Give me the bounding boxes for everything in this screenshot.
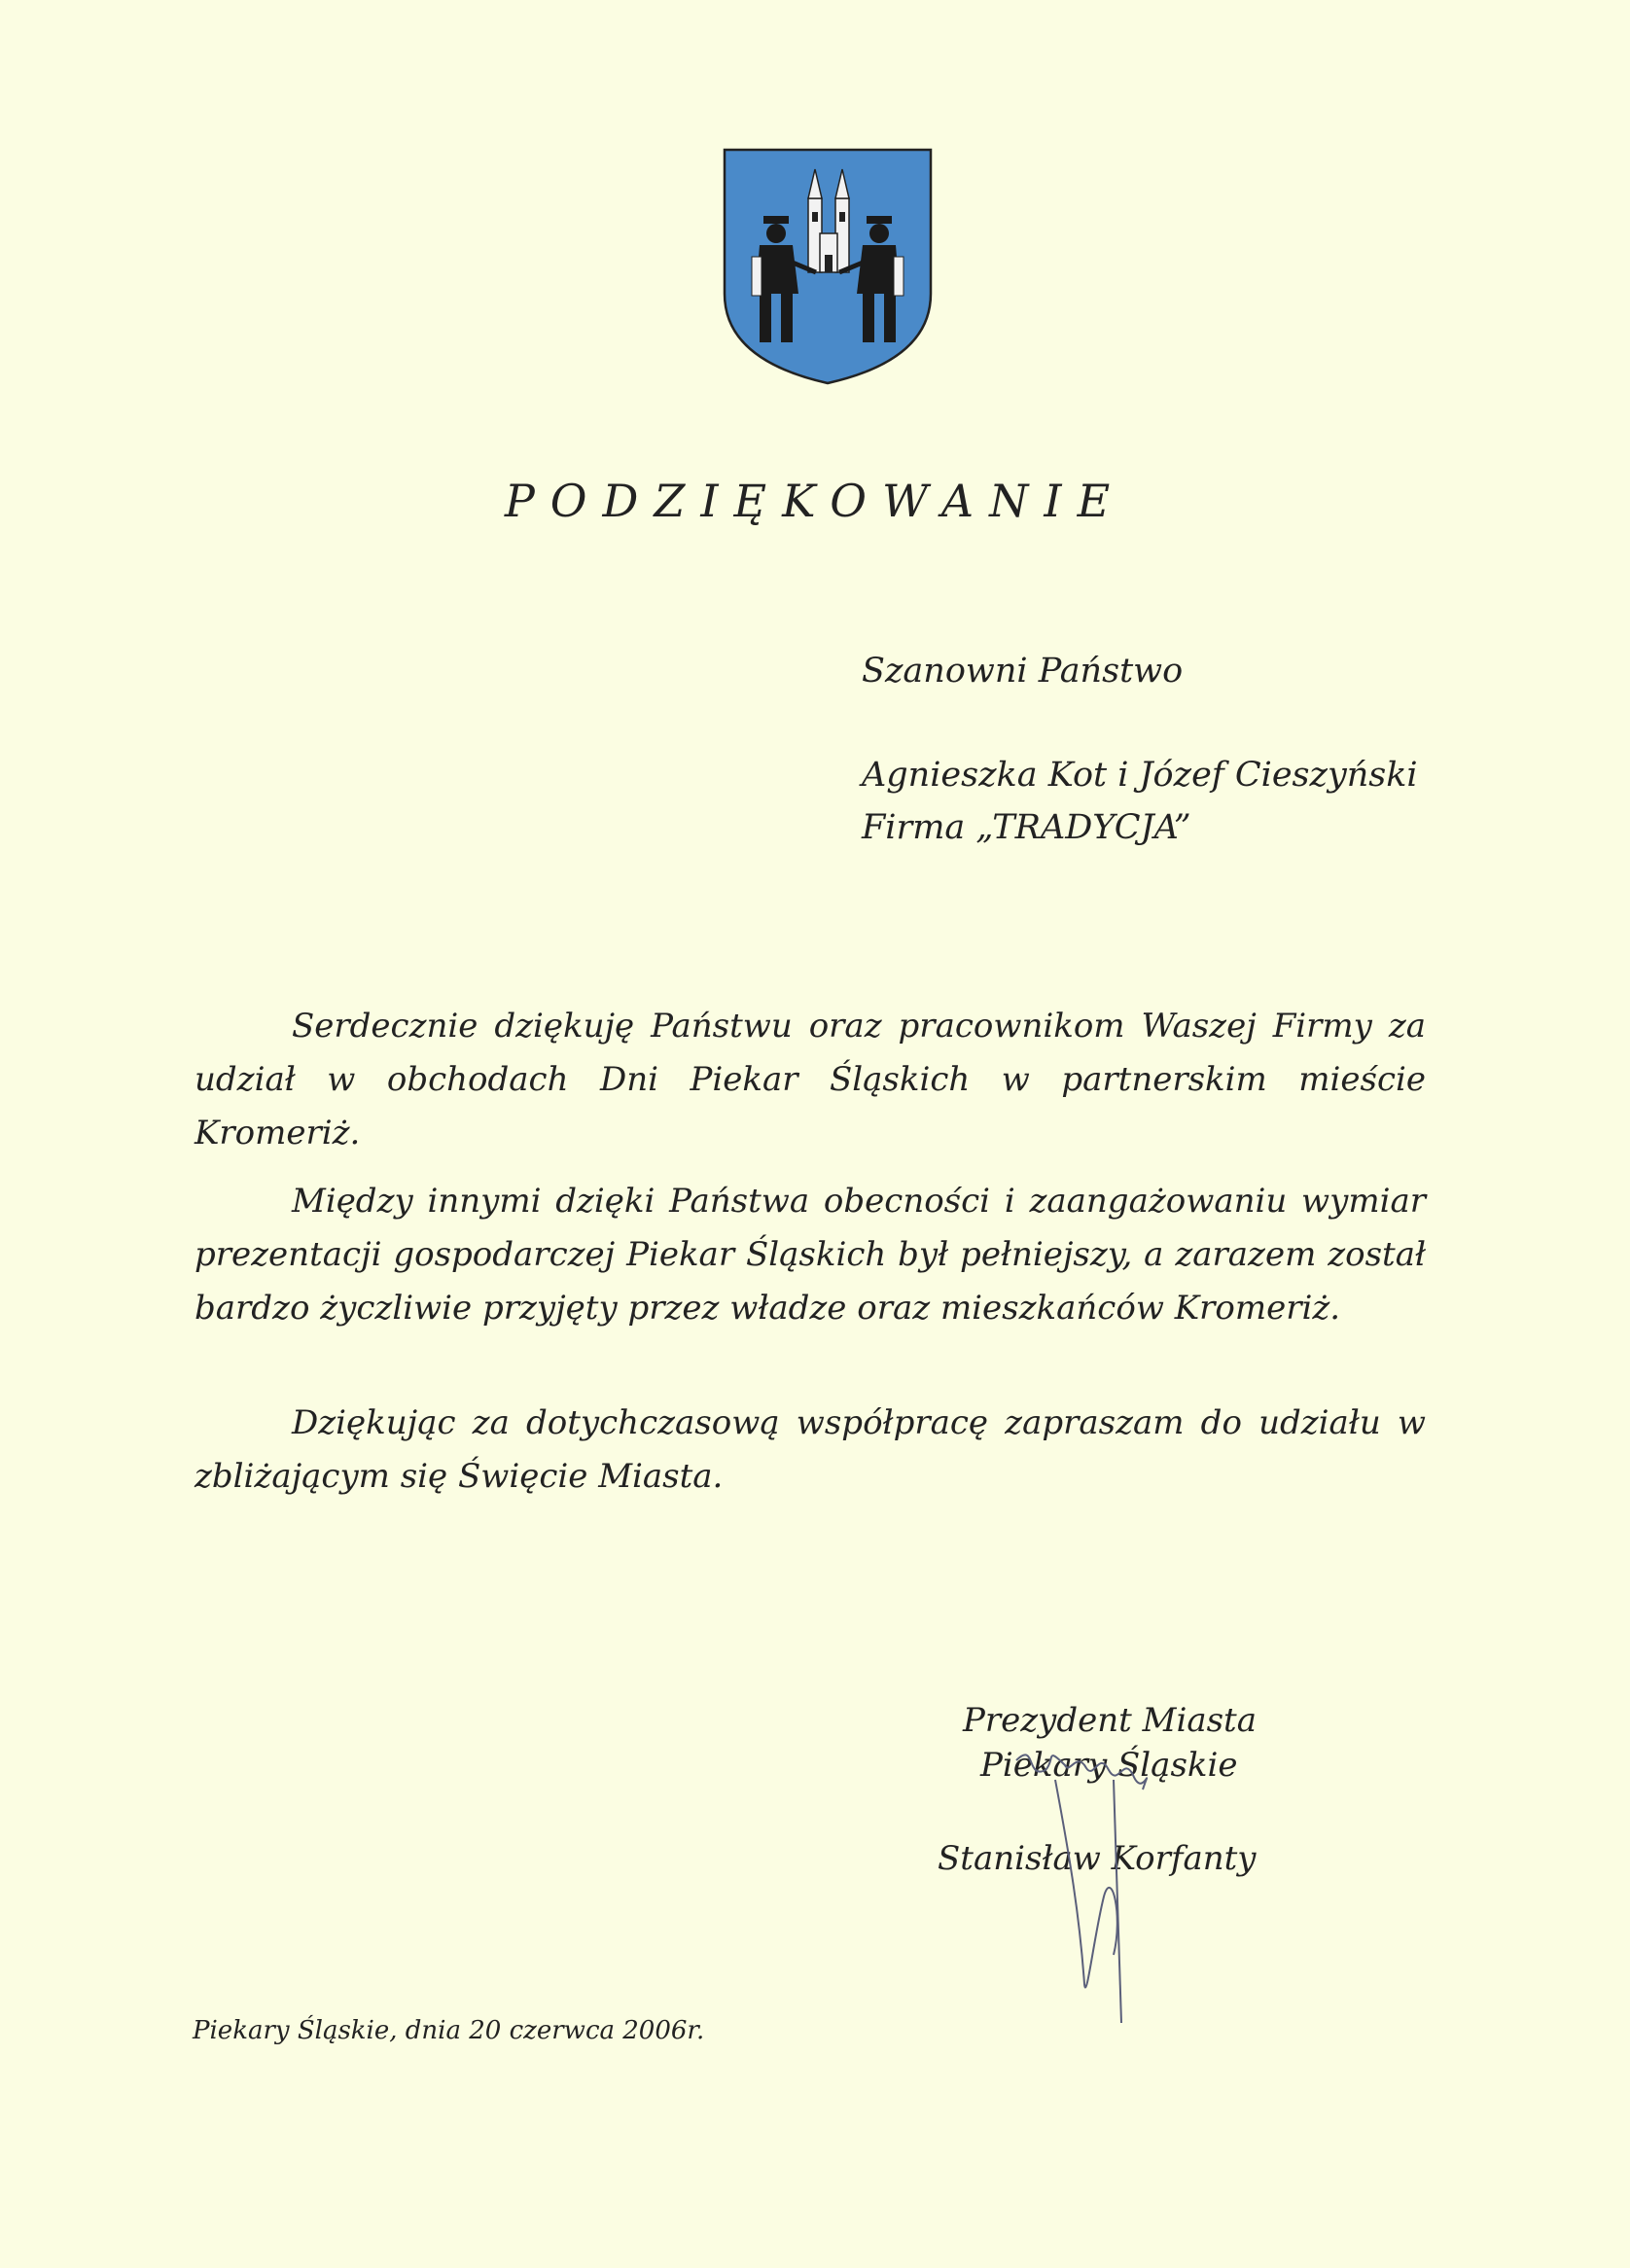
signatory-city: Piekary Śląskie xyxy=(980,1746,1238,1785)
signature-block xyxy=(934,1698,1264,1881)
addressee xyxy=(862,749,1418,854)
paragraph-invitation: Dziękując za dotychczasową współpracę zapraszam do udziału w zbliżającym się Święcie Miasta. xyxy=(195,1403,1426,1496)
addressee-names: Agnieszka Kot i Józef Cieszyński xyxy=(862,756,1418,795)
addressee-company: Firma „TRADYCJA” xyxy=(862,808,1191,847)
salutation: Szanowni Państwo xyxy=(862,652,1184,691)
signatory-name: Stanisław Korfanty xyxy=(938,1839,1257,1878)
coat-of-arms xyxy=(723,148,933,385)
paragraph-presentation: Między innymi dzięki Państwa obecności i zaangażowaniu wymiar prezentacji gospodarczej Piekar Śląskich był pełniejszy, a zarazem został bardzo życzliwie przyjęty przez władze oraz mieszkańców Kromeriż. xyxy=(195,1182,1426,1328)
paragraph-thanks: Serdecznie dziękuję Państwu oraz pracownikom Waszej Firmy za udział w obchodach Dni Piekar Śląskich w partnerskim mieście Kromeriż. xyxy=(195,1007,1426,1152)
signatory-title: Prezydent Miasta xyxy=(963,1701,1257,1740)
place-and-date: Piekary Śląskie, dnia 20 czerwca 2006r. xyxy=(193,2016,705,2045)
letter-title: PODZIĘKOWANIE xyxy=(504,475,1126,527)
